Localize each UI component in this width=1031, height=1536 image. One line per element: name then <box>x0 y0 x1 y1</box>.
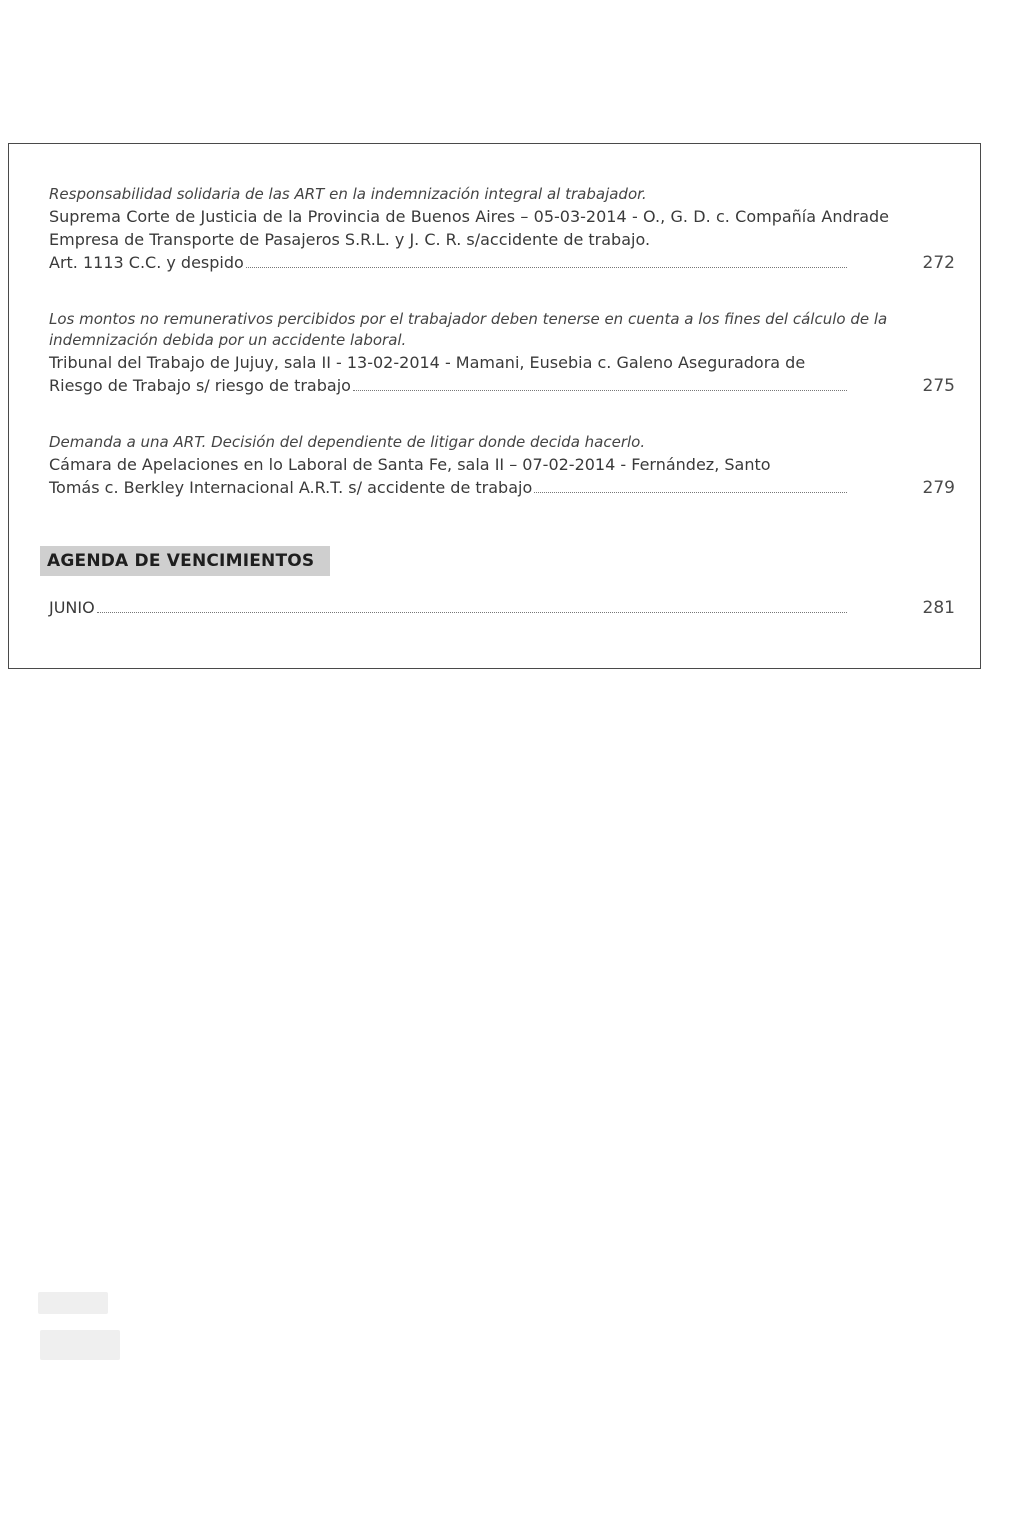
agenda-leader-line <box>49 596 955 620</box>
entry-citation: Cámara de Apelaciones en lo Laboral de Santa Fe, sala II – 07-02-2014 - Fernández, Santo <box>49 455 771 474</box>
page-number: 279 <box>922 478 955 498</box>
section-heading <box>40 546 330 576</box>
entry-title: Responsabilidad solidaria de las ART en la indemnización integral al trabajador. <box>49 185 647 203</box>
section-heading-text: AGENDA DE VENCIMIENTOS <box>47 551 315 571</box>
dot-leader <box>97 612 847 613</box>
entry-leader-line <box>49 476 955 500</box>
page-number: 272 <box>922 253 955 273</box>
entry-title: Demanda a una ART. Decisión del dependiente de litigar donde decida hacerlo. <box>49 433 646 451</box>
entry-leader-line <box>49 374 955 398</box>
entry-leader-text: Art. 1113 C.C. y despido <box>49 253 244 272</box>
agenda-entry <box>49 596 955 620</box>
entry-leader-text: Riesgo de Trabajo s/ riesgo de trabajo <box>49 376 351 395</box>
entry-citation: Suprema Corte de Justicia de la Provincia de Buenos Aires – 05-03-2014 - O., G. D. c. Compañía Andrade Empresa de Transporte de Pasajeros S.R.L. y J. C. R. s/accidente de trabajo. <box>49 207 889 249</box>
toc-entry <box>49 432 955 500</box>
entry-leader-line <box>49 251 955 275</box>
entry-leader-text: Tomás c. Berkley Internacional A.R.T. s/ accidente de trabajo <box>49 478 533 497</box>
dot-leader <box>353 390 847 391</box>
dot-leader <box>246 267 847 268</box>
agenda-leader-text: JUNIO <box>49 598 95 617</box>
entry-citation: Tribunal del Trabajo de Jujuy, sala II - 13-02-2014 - Mamani, Eusebia c. Galeno Aseguradora de <box>49 353 806 372</box>
dot-leader <box>534 492 847 493</box>
scan-artifact <box>40 1330 120 1360</box>
scan-artifact <box>38 1292 108 1314</box>
page-number: 281 <box>922 598 955 618</box>
page-number: 275 <box>922 376 955 396</box>
entry-title: Los montos no remunerativos percibidos por el trabajador deben tenerse en cuenta a los fines del cálculo de la indemnización debida por un accidente laboral. <box>49 310 888 349</box>
toc-entry <box>49 184 955 275</box>
toc-entry <box>49 309 955 398</box>
